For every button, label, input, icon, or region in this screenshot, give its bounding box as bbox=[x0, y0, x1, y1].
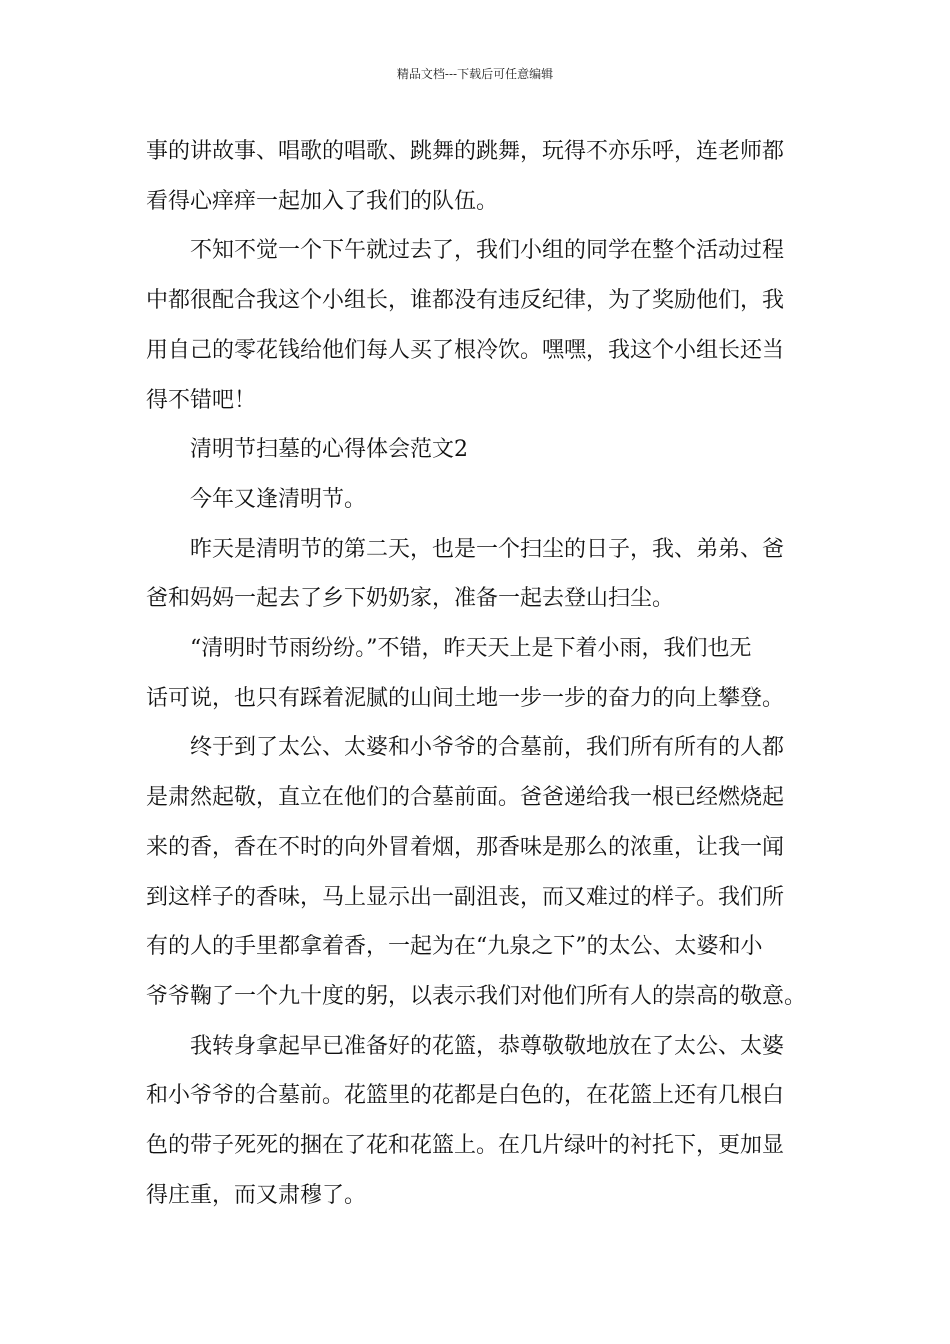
text-line: 话可说，也只有踩着泥腻的山间土地一步一步的奋力的向上攀登。 bbox=[146, 686, 785, 711]
paragraph-first-line: “清明时节雨纷纷。”不错，昨天天上是下着小雨，我们也无 bbox=[190, 636, 752, 661]
text-line: 事的讲故事、唱歌的唱歌、跳舞的跳舞，玩得不亦乐呼，连老师都 bbox=[146, 139, 785, 164]
text-line: 得庄重，而又肃穆了。 bbox=[146, 1183, 367, 1208]
paragraph-first-line: 终于到了太公、太婆和小爷爷的合墓前，我们所有所有的人都 bbox=[190, 735, 785, 760]
paragraph-first-line: 我转身拿起早已准备好的花篮，恭尊敬敬地放在了太公、太婆 bbox=[190, 1034, 785, 1059]
text-line: 是肃然起敬，直立在他们的合墓前面。爸爸递给我一根已经燃烧起 bbox=[146, 785, 785, 810]
text-line: 和小爷爷的合墓前。花篮里的花都是白色的，在花篮上还有几根白 bbox=[146, 1083, 785, 1108]
text-line: 爷爷鞠了一个九十度的躬，以表示我们对他们所有人的崇高的敬意。 bbox=[146, 984, 806, 1009]
text-line: 到这样子的香味，马上显示出一副沮丧，而又难过的样子。我们所 bbox=[146, 885, 785, 910]
text-line: 有的人的手里都拿着香，一起为在“九泉之下”的太公、太婆和小 bbox=[146, 934, 763, 959]
text-line: 看得心痒痒一起加入了我们的队伍。 bbox=[146, 189, 499, 214]
paragraph-first-line: 不知不觉一个下午就过去了，我们小组的同学在整个活动过程 bbox=[190, 238, 785, 263]
paragraph-first-line: 今年又逢清明节。 bbox=[190, 487, 367, 512]
section-title: 清明节扫墓的心得体会范文2 bbox=[190, 437, 468, 462]
page-header: 精品文档---下载后可任意编辑 bbox=[396, 67, 554, 81]
text-line: 中都很配合我这个小组长，谁都没有违反纪律，为了奖励他们，我 bbox=[146, 288, 785, 313]
paragraph-first-line: 昨天是清明节的第二天，也是一个扫尘的日子，我、弟弟、爸 bbox=[190, 537, 785, 562]
text-line: 用自己的零花钱给他们每人买了根冷饮。嘿嘿，我这个小组长还当 bbox=[146, 338, 785, 363]
text-line: 爸和妈妈一起去了乡下奶奶家，准备一起去登山扫尘。 bbox=[146, 586, 675, 611]
text-line: 来的香，香在不时的向外冒着烟，那香味是那么的浓重，让我一闻 bbox=[146, 835, 785, 860]
text-line: 色的带子死死的捆在了花和花篮上。在几片绿叶的衬托下，更加显 bbox=[146, 1133, 785, 1158]
text-line: 得不错吧！ bbox=[146, 388, 257, 413]
